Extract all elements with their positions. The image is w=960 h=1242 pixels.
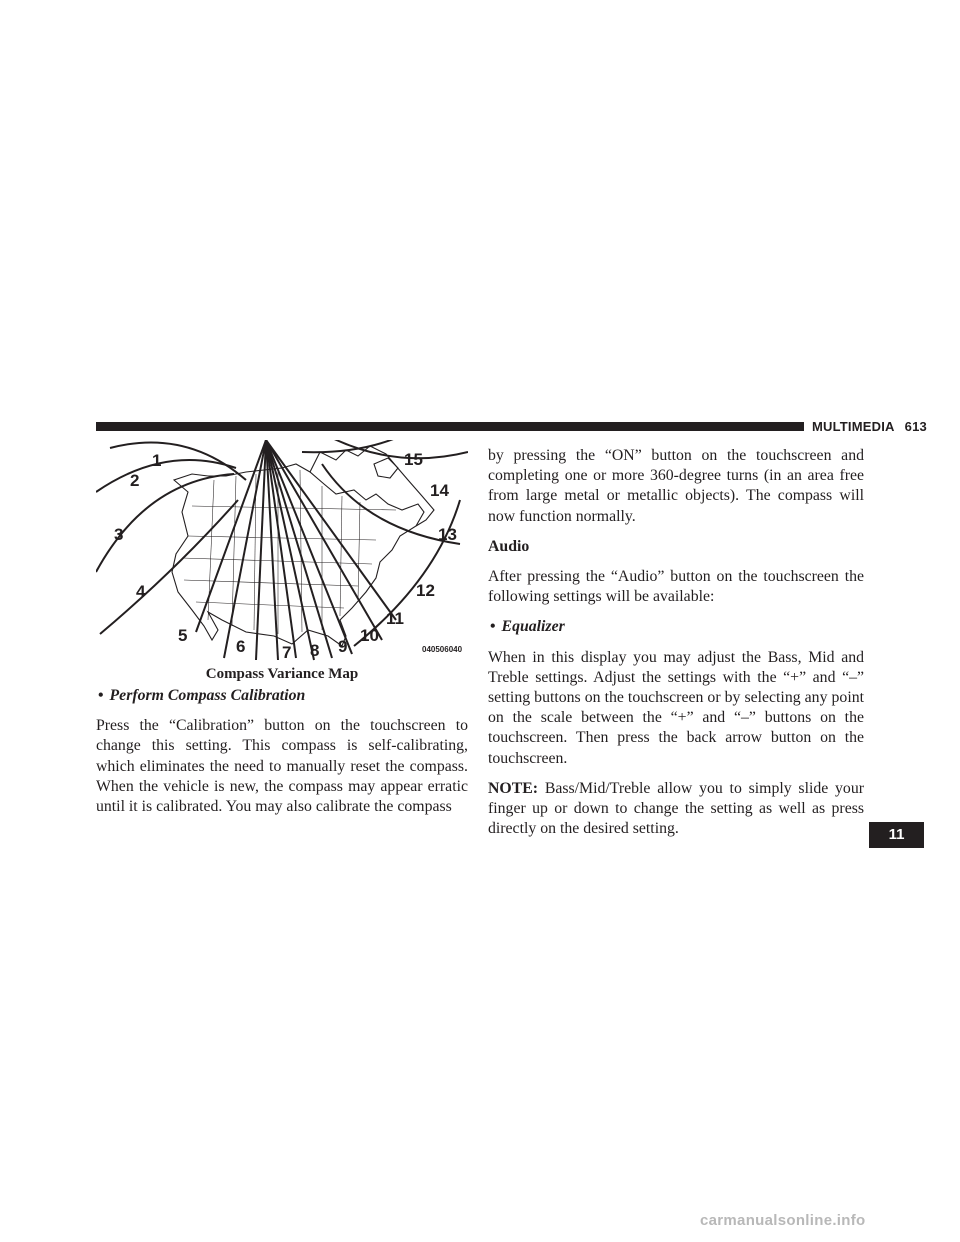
watermark: carmanualsonline.info [700,1212,866,1229]
zone-label: 8 [310,641,320,660]
note-label: NOTE: [488,779,539,797]
chapter-tab: 11 [869,822,924,848]
zone-label: 14 [430,481,449,500]
newfoundland-outline [374,458,398,478]
zone-label: 7 [282,643,292,662]
page-number: 613 [904,419,927,434]
right-column [488,446,864,849]
left-column [96,686,468,827]
zone-label: 15 [404,450,423,469]
zone-label: 3 [114,525,124,544]
zone-label: 12 [416,581,435,600]
compass-variance-map [96,440,468,662]
zone-label: 2 [130,471,140,490]
running-header [812,418,927,436]
zone-label: 13 [438,525,457,544]
header-rule [96,422,804,431]
zone-label: 6 [236,637,246,656]
image-code: 040506040 [422,645,463,654]
bullet-text: Perform Compass Calibration [109,687,306,704]
zone-label: 5 [178,626,188,645]
zone-label: 1 [152,451,162,470]
equalizer-paragraph: When in this display you may adjust the Bass, Mid and Treble settings. Adjust the settings with the “+” and “–” setting buttons on the touchscreen or by selecting any point on the scale between the “+” and “–” buttons on the touchscreen. Then press the back arrow button on the touchscreen. [488,648,864,767]
audio-intro-paragraph: After pressing the “Audio” button on the touchscreen the following settings will be available: [488,568,864,606]
audio-heading: Audio [488,537,530,555]
zone-curve-3 [96,474,234,572]
calibration-paragraph: Press the “Calibration” button on the touchscreen to change this setting. This compass is self-calibrating, which eliminates the need to manually reset the compass. When the vehicle is new, the compass may appear erratic until it is calibrated. You may also calibrate the compass [96,717,468,816]
zone-curve-12 [354,500,460,646]
zone-curve-4 [100,500,238,634]
bullet-text: Equalizer [501,618,565,636]
bullet-dot: • [490,618,496,636]
bullet-item [96,686,468,706]
zone-label: 9 [338,637,348,656]
figure-caption: Compass Variance Map [205,666,359,682]
zone-label: 11 [386,609,404,628]
continuation-paragraph: by pressing the “ON” button on the touchscreen and completing one or more 360-degree turns (in an area free from large metal or metallic objects). The compass will now function normally. [488,447,864,525]
note-paragraph [488,779,864,840]
note-text: Bass/Mid/Treble allow you to simply slide your finger up or down to change the setting as well as press directly on the desired setting. [488,779,864,838]
zone-label: 10 [360,626,379,645]
zone-label: 4 [136,582,146,601]
bullet-item [488,617,864,637]
bullet-dot: • [98,687,104,704]
section-title: MULTIMEDIA [812,419,895,434]
